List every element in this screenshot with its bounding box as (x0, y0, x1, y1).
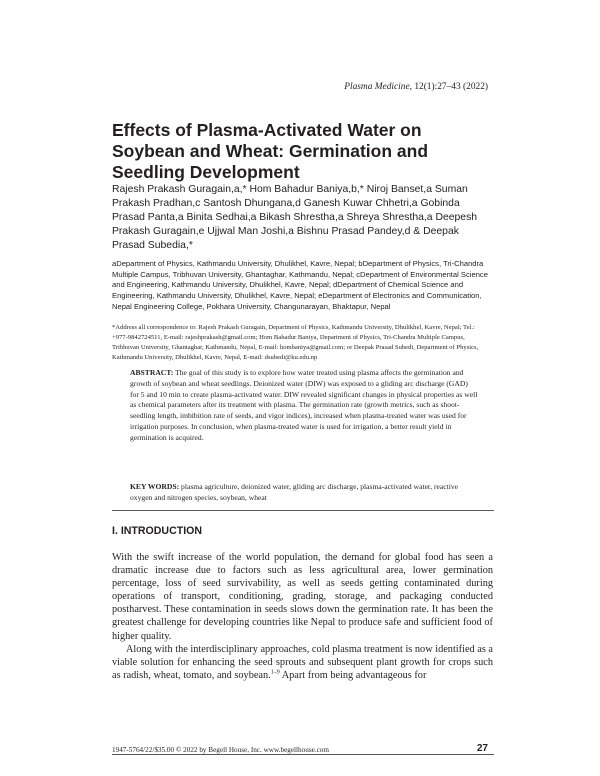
paragraph: With the swift increase of the world population, the demand for global food has seen a dramatic increase due to factors such as less agricultural area, lower germination percentage, loss of seed survivability, as well as seeds getting contaminated during operations of transport, conditioning, grading, storage, and packaging conducted postharvest. These contamination in seeds slows down the germination rate. It has been the greatest challenge for developing countries like Nepal to produce safe and sufficient food of higher quality. (112, 552, 493, 642)
abstract-text: The goal of this study is to explore how water treated using plasma affects the germination and growth of soybean and wheat seedlings. Deionized water (DIW) was exposed to a gliding arc discharge (GAD) for 5 and 10 min to create plasma-activated water. DIW revealed significant changes in physical properties as well as chemical parameters after its treatment with plasma. The germination rate (growth metrics, such as shoot-seedling length, imbibition rate of seeds, and vigor indices), increased when plasma-treated water was used for irrigation purposes. In conclusion, when plasma-treated water is used for irrigation, a better result yield in germination is acquired. (130, 368, 478, 442)
citation-ref: 1–9 (270, 669, 280, 676)
journal-volume-pages: , 12(1):27–43 (2022) (409, 82, 488, 92)
article-title: Effects of Plasma-Activated Water on Soybean and Wheat: Germination and Seedling Development (112, 120, 429, 182)
abstract (130, 368, 478, 444)
affiliations: aDepartment of Physics, Kathmandu University, Dhulikhel, Kavre, Nepal; bDepartment of Physics, Tri-Chandra Multiple Campus, Tribhuvan University, Ghantaghar, Kathmandu, Nepal; cDepartment of Environmental Science and Engineering, Kathmandu University, Dhulikhel, Kavre, Nepal; dDepartment of Chemical Science and Engineering, Kathmandu University, Dhulikhel, Kavre, Nepal; eDepartment of Electronics and Communication, Nepal Engineering College, Pokhara University, Changunarayan, Bhaktapur, Nepal (112, 259, 488, 311)
paragraph-text: Apart from being advantageous for (279, 669, 427, 681)
author-list: Rajesh Prakash Guragain,a,* Hom Bahadur Baniya,b,* Niroj Banset,a Suman Prakash Pradhan,c Santosh Dhungana,d Ganesh Kuwar Chhetri,a Gobinda Prasad Panta,a Binita Sedhai,a Bikash Shrestha,a Shreya Shrestha,a Deepesh Prakash Guragain,e Ujjwal Man Joshi,a Bishnu Prasad Pandey,d & Deepak Prasad Subedia,* (112, 184, 478, 251)
footer-divider (112, 754, 494, 755)
keywords (130, 482, 478, 504)
page-number: 27 (476, 743, 488, 754)
abstract-label: ABSTRACT: (130, 368, 174, 377)
section-heading: I. INTRODUCTION (112, 525, 203, 537)
paragraph (112, 643, 493, 682)
keywords-label: KEY WORDS: (130, 482, 180, 491)
introduction-body (112, 551, 493, 682)
section-divider (112, 510, 494, 511)
copyright-line: 1947-5764/22/$35.00 © 2022 by Begell House, Inc. www.begellhouse.com (112, 746, 329, 754)
paragraph-text: Along with the interdisciplinary approaches, cold plasma treatment is now identified as a viable solution for enhancing the seed sprouts and subsequent plant growth for crops such as radish, wheat, tomato, and soybean. (112, 643, 493, 681)
journal-name: Plasma Medicine (344, 82, 410, 92)
keywords-text: plasma agriculture, deionized water, gliding arc discharge, plasma-activated water, reactive oxygen and nitrogen species, soybean, wheat (130, 482, 458, 502)
journal-citation (344, 82, 488, 92)
correspondence-note: *Address all correspondence to: Rajesh Prakash Guragain, Department of Physics, Kathmandu University, Dhulikhel, Kavre, Nepal; Tel.: +977-9842724511, E-mail: rajeshprakash@gmail.com; Hom Bahadur Baniya, Department of Physics, Tri-Chandra Multiple Campus, Tribhuvan University, Ghantaghar, Kathmandu, Nepal, E-mail: hombaniya@gmail.com; or Deepak Prasad Subedi, Department of Physics, Kathmandu University, Dhulikhel, Kavre, Nepal, E-mail: dsubedi@ku.edu.np (112, 324, 479, 361)
